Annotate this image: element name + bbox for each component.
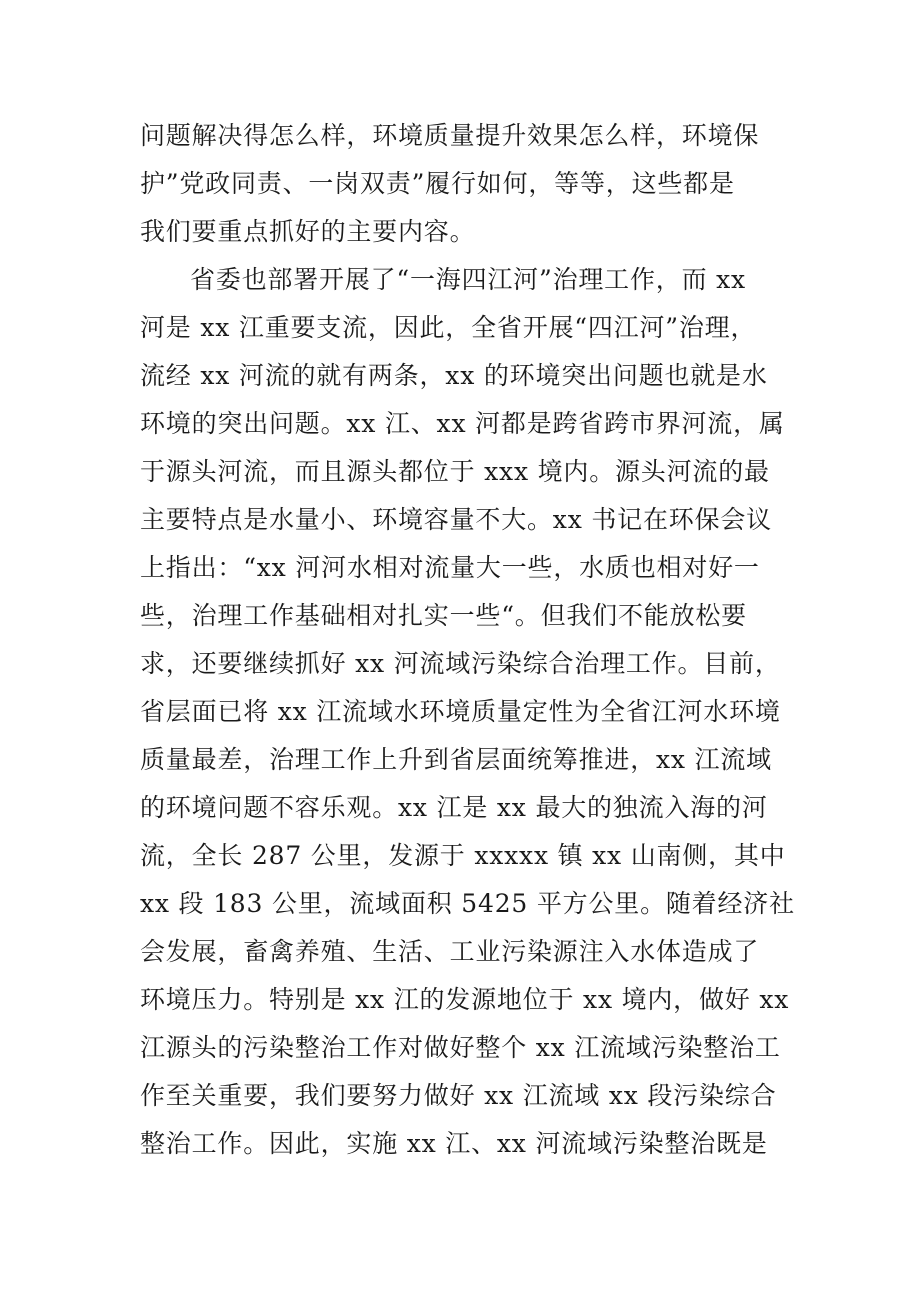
text-line: 我们要重点抓好的主要内容。 <box>140 217 476 246</box>
text-line: 环境压力。特别是 xx 江的发源地位于 xx 境内，做好 xx <box>140 985 790 1014</box>
body-text <box>140 112 795 1168</box>
text-line: 作至关重要，我们要努力做好 xx 江流域 xx 段污染综合 <box>140 1081 777 1110</box>
paragraph-first-line: 省委也部署开展了“一海四江河”治理工作，而 xx <box>190 265 746 294</box>
text-line: 些，治理工作基础相对扎实一些“。但我们不能放松要 <box>140 601 747 630</box>
text-line: 求，还要继续抓好 xx 河流域污染综合治理工作。目前， <box>140 649 781 678</box>
text-line: 整治工作。因此，实施 xx 江、xx 河流域污染整治既是 <box>140 1129 768 1158</box>
text-line: 质量最差，治理工作上升到省层面统筹推进，xx 江流域 <box>140 745 772 774</box>
text-line: xx 段 183 公里，流域面积 5425 平方公里。随着经济社 <box>140 889 795 918</box>
text-line: 问题解决得怎么样，环境质量提升效果怎么样，环境保 <box>140 121 760 150</box>
text-line: 江源头的污染整治工作对做好整个 xx 江流域污染整治工 <box>140 1033 781 1062</box>
text-line: 护”党政同责、一岗双责”履行如何，等等，这些都是 <box>140 169 735 198</box>
text-line: 的环境问题不容乐观。xx 江是 xx 最大的独流入海的河 <box>140 793 768 822</box>
text-line: 河是 xx 江重要支流，因此，全省开展“四江河”治理， <box>140 313 757 342</box>
text-line: 环境的突出问题。xx 江、xx 河都是跨省跨市界河流，属 <box>140 409 785 438</box>
text-line: 主要特点是水量小、环境容量不大。xx 书记在环保会议 <box>140 505 772 534</box>
text-line: 会发展，畜禽养殖、生活、工业污染源注入水体造成了 <box>140 937 760 966</box>
text-line: 上指出：“xx 河河水相对流量大一些，水质也相对好一 <box>140 553 760 582</box>
text-line: 流，全长 287 公里，发源于 xxxxx 镇 xx 山南侧，其中 <box>140 841 786 870</box>
text-line: 流经 xx 河流的就有两条，xx 的环境突出问题也就是水 <box>140 361 768 390</box>
text-line: 省层面已将 xx 江流域水环境质量定性为全省江河水环境 <box>140 697 781 726</box>
text-line: 于源头河流，而且源头都位于 xxx 境内。源头河流的最 <box>140 457 770 486</box>
